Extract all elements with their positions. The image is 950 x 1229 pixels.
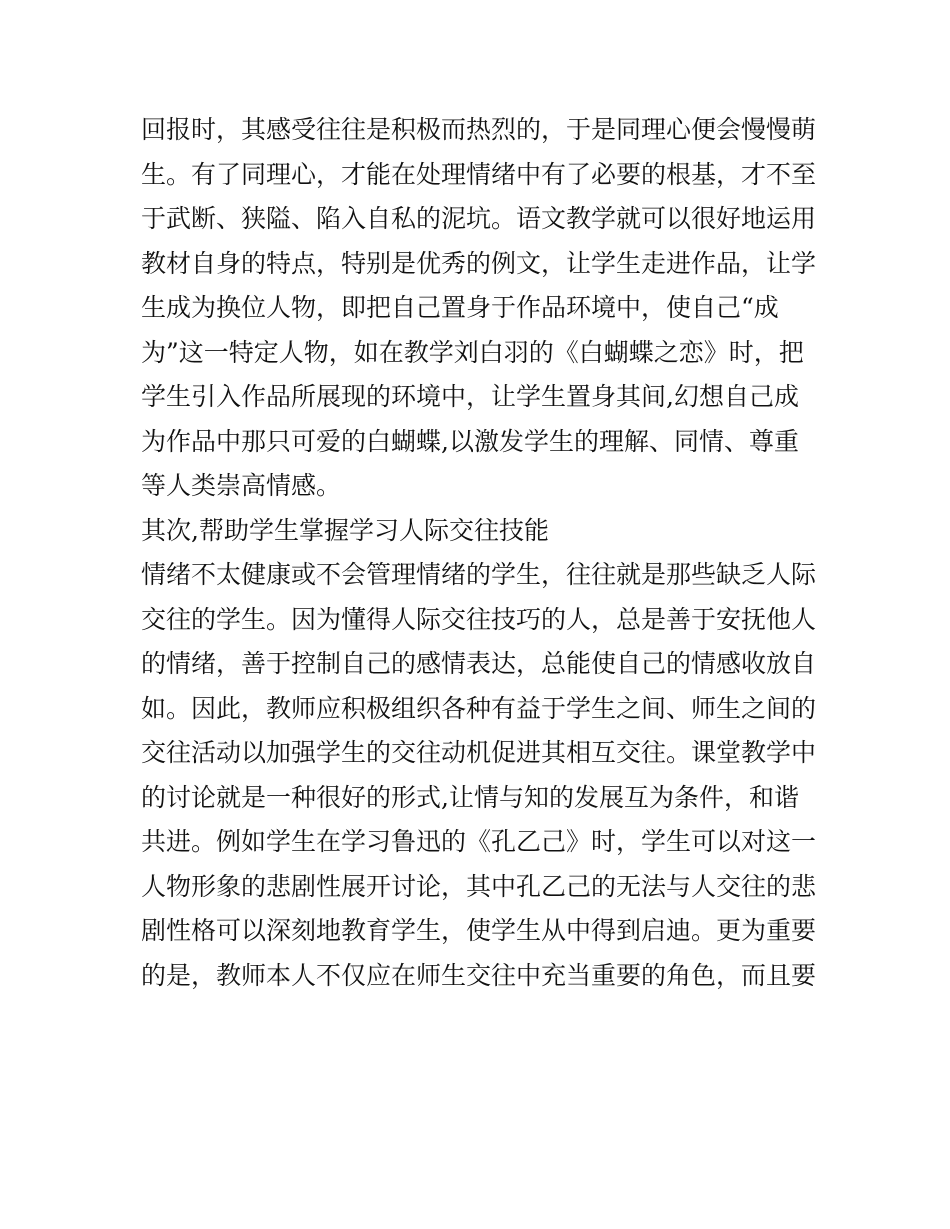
text-line: 生成为换位人物，即把自己置身于作品环境中，使自己“成 (141, 293, 779, 322)
text-line: 交往活动以加强学生的交往动机促进其相互交往。课堂教学中 (141, 738, 817, 767)
body-text (141, 108, 831, 998)
text-line: 共进。例如学生在学习鲁迅的《孔乙己》时，学生可以对这一 (141, 827, 817, 856)
section-heading: 其次,帮助学生掌握学习人际交往技能 (141, 515, 549, 545)
text-line: 生。有了同理心，才能在处理情绪中有了必要的根基，才不至 (141, 159, 817, 189)
text-line: 的情绪，善于控制自己的感情表达，总能使自己的情感收放自 (141, 649, 817, 678)
text-line: 为作品中那只可爱的白蝴蝶,以激发学生的理解、同情、尊重 (141, 426, 799, 456)
text-line: 学生引入作品所展现的环境中，让学生置身其间,幻想自己成 (141, 382, 799, 411)
text-line: 教材自身的特点，特别是优秀的例文，让学生走进作品，让学 (141, 248, 817, 278)
text-line: 等人类崇高情感。 (141, 471, 342, 500)
text-line: 交往的学生。因为懂得人际交往技巧的人，总是善于安抚他人 (141, 604, 817, 634)
text-line: 如。因此，教师应积极组织各种有益于学生之间、师生之间的 (141, 693, 817, 723)
text-line: 为”这一特定人物，如在教学刘白羽的《白蝴蝶之恋》时，把 (141, 337, 804, 367)
text-line: 的是，教师本人不仅应在师生交往中充当重要的角色，而且要 (141, 960, 817, 990)
text-line: 人物形象的悲剧性展开讨论，其中孔乙己的无法与人交往的悲 (141, 871, 817, 901)
text-line: 情绪不太健康或不会管理情绪的学生，往往就是那些缺乏人际 (141, 560, 817, 589)
text-line: 的讨论就是一种很好的形式,让情与知的发展互为条件，和谐 (141, 782, 799, 812)
text-line: 回报时，其感受往往是积极而热烈的，于是同理心便会慢慢萌 (141, 115, 817, 144)
text-line: 剧性格可以深刻地教育学生，使学生从中得到启迪。更为重要 (141, 916, 817, 945)
text-line: 于武断、狭隘、陷入自私的泥坑。语文教学就可以很好地运用 (141, 204, 817, 233)
